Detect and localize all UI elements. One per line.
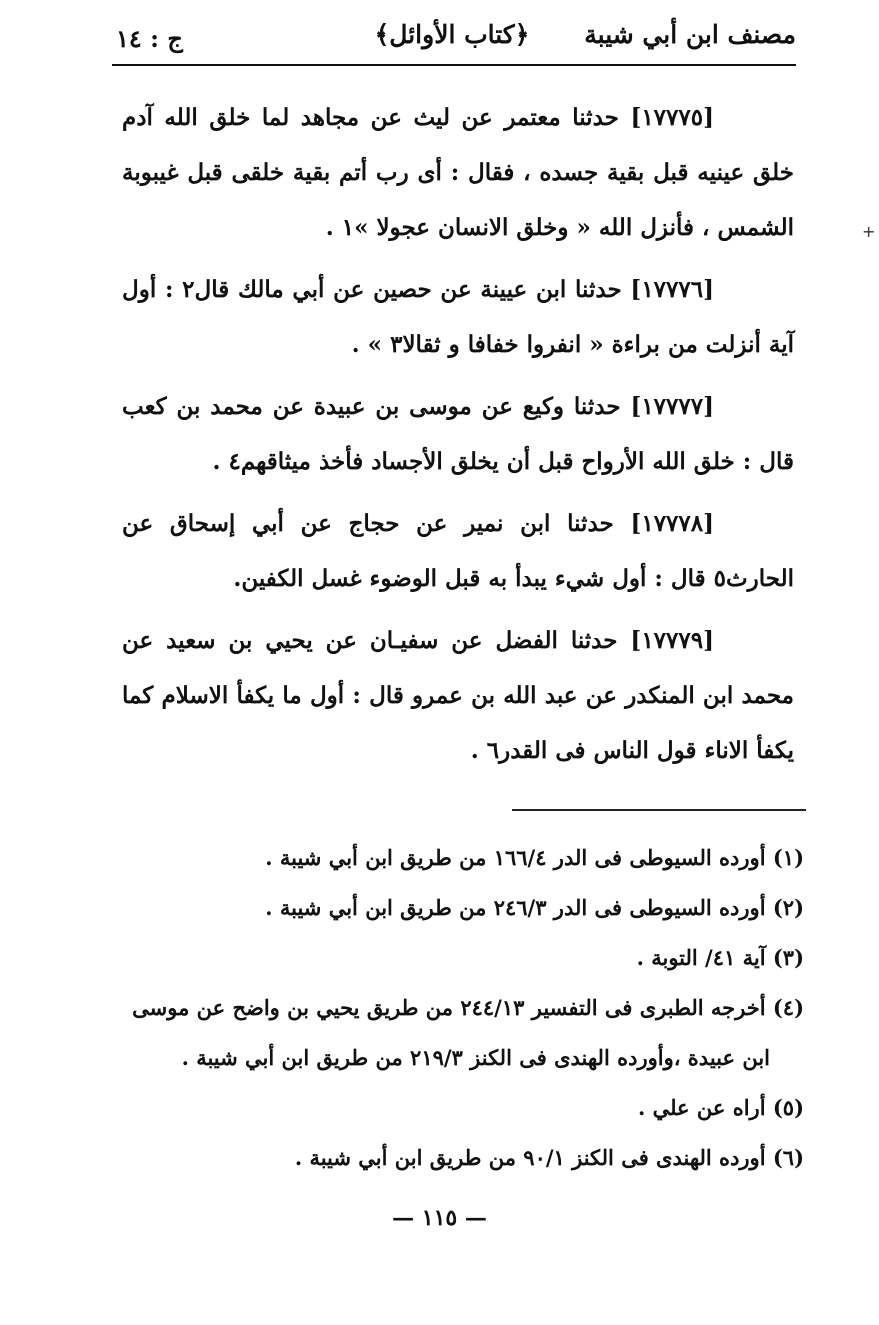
hadith-text: حدثنا معتمر عن ليث عن مجاهد لما خلق الله آدم خلق عينيه قبل بقية جسده ، فقال : أى رب أتم بقية خلقى قبل غيبوبة الشمس ، فأنزل الله « وخلق الانسان عجولا »١ .	[122, 104, 794, 241]
footnote: (٤) أخرجه الطبرى فى التفسير ٢٤٤/١٣ من طريق يحيي بن واضح عن موسى ابن عبيدة ،وأورده الهندى فى الكنز ٢١٩/٣ من طريق ابن أبي شيبة .	[132, 995, 804, 1070]
footnote: (٦) أورده الهندى فى الكنز ٩٠/١ من طريق ابن أبي شيبة .	[294, 1145, 804, 1170]
hadith-number: [١٧٧٧٩]	[630, 627, 714, 654]
volume-number: ج : ١٤	[116, 24, 183, 53]
hadith-entry	[122, 90, 794, 255]
hadith-number: [١٧٧٧٦]	[630, 276, 714, 303]
hadith-text: حدثنا ابن عيينة عن حصين عن أبي مالك قال٢ : أول آية أنزلت من براءة « انفروا خفافا و ثقالا٣ » .	[122, 276, 794, 358]
running-header	[108, 14, 796, 66]
main-text	[122, 90, 794, 785]
hadith-number: [١٧٧٧٥]	[630, 104, 714, 131]
footnote: (٢) أورده السيوطى فى الدر ٢٤٦/٣ من طريق ابن أبي شيبة .	[265, 895, 804, 920]
page-number: — ١١٥ —	[392, 1205, 487, 1231]
hadith-entry	[122, 496, 794, 606]
chapter-title: ﴿كتاب الأوائل﴾	[374, 20, 530, 49]
registration-mark-icon: +	[862, 222, 876, 241]
hadith-entry	[122, 379, 794, 489]
header-divider	[112, 64, 796, 66]
hadith-entry	[122, 262, 794, 372]
hadith-text: حدثنا ابن نمير عن حجاج عن أبي إسحاق عن الحارث٥ قال : أول شيء يبدأ به قبل الوضوء غسل الكفين.	[122, 510, 794, 592]
hadith-number: [١٧٧٧٧]	[630, 393, 714, 420]
footnote: (٣) آية ٤١/ التوبة .	[636, 945, 804, 970]
book-title: مصنف ابن أبي شيبة	[584, 20, 796, 49]
footnotes	[130, 833, 804, 1183]
footnote: (١) أورده السيوطى فى الدر ١٦٦/٤ من طريق ابن أبي شيبة .	[265, 845, 804, 870]
hadith-number: [١٧٧٧٨]	[630, 510, 715, 537]
hadith-text: حدثنا الفضل عن سفيـان عن يحيي بن سعيد عن محمد ابن المنكدر عن عبد الله بن عمرو قال : أول ما يكفأ الاسلام كما يكفأ الاناء قول الناس فى القدر٦ .	[122, 627, 794, 764]
footnote-divider	[512, 809, 806, 811]
hadith-entry	[122, 613, 794, 778]
hadith-text: حدثنا وكيع عن موسى بن عبيدة عن محمد بن كعب قال : خلق الله الأرواح قبل أن يخلق الأجساد فأخذ ميثاقهم٤ .	[122, 393, 794, 475]
footnote: (٥) أراه عن علي .	[637, 1095, 804, 1120]
